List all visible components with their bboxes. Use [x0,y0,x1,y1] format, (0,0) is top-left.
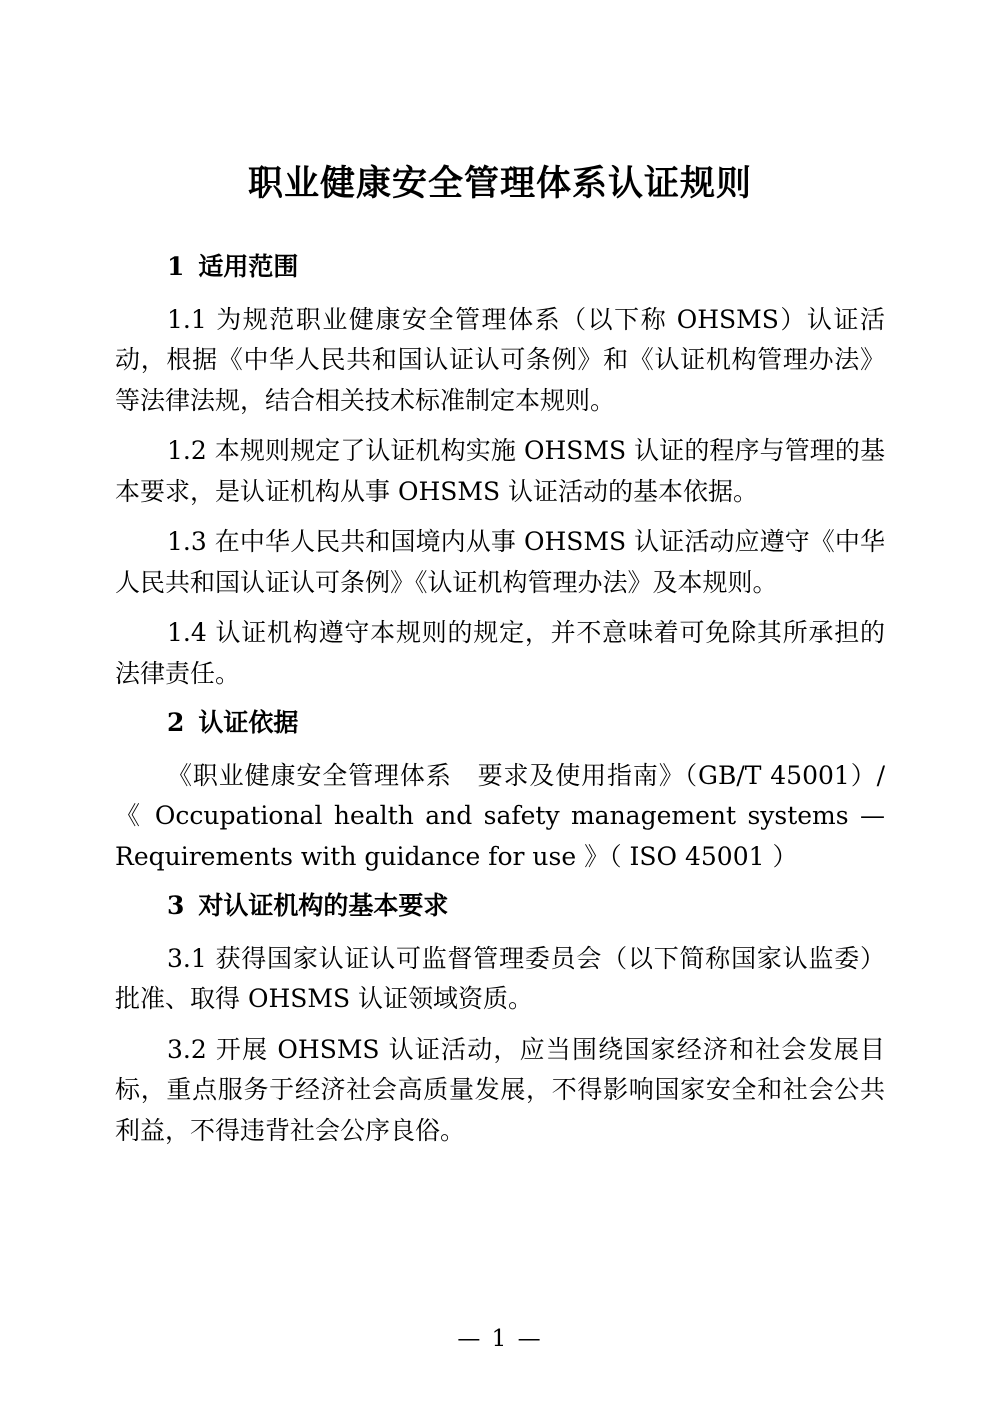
section-title-2: 认证依据 [198,708,299,737]
page-footer-number: — 1 — [457,1326,543,1352]
section-number-1: 1 [167,252,185,281]
section-heading-3 [115,887,885,925]
paragraph-1-1: 1.1 为规范职业健康安全管理体系（以下称 OHSMS）认证活动，根据《中华人民共和国认证认可条例》和《认证机构管理办法》等法律法规，结合相关技术标准制定本规则。 [115,304,885,415]
paragraph-1-3: 1.3 在中华人民共和国境内从事 OHSMS 认证活动应遵守《中华人民共和国认证认可条例》《认证机构管理办法》及本规则。 [115,527,885,597]
section-number-2: 2 [167,708,185,737]
section-number-3: 3 [167,891,185,920]
section-title-1: 适用范围 [198,252,299,281]
page-title: 职业健康安全管理体系认证规则 [247,163,752,204]
paragraph-2-1: 《职业健康安全管理体系 要求及使用指南》（GB/T 45001）/《 Occupational health and safety management systems — Requirements with guidance for use 》（ ISO 45001 ） [115,760,885,871]
section-title-3: 对认证机构的基本要求 [198,891,449,920]
paragraph-1-4: 1.4 认证机构遵守本规则的规定，并不意味着可免除其所承担的法律责任。 [115,618,885,688]
paragraph-3-2: 3.2 开展 OHSMS 认证活动，应当围绕国家经济和社会发展目标，重点服务于经济社会高质量发展，不得影响国家安全和社会公共利益，不得违背社会公序良俗。 [115,1034,885,1145]
paragraph-1-2: 1.2 本规则规定了认证机构实施 OHSMS 认证的程序与管理的基本要求，是认证机构从事 OHSMS 认证活动的基本依据。 [115,436,885,506]
section-heading-2 [115,704,885,742]
section-heading-1 [115,248,885,286]
paragraph-3-1: 3.1 获得国家认证认可监督管理委员会（以下简称国家认监委）批准、取得 OHSMS 认证领域资质。 [115,943,885,1013]
